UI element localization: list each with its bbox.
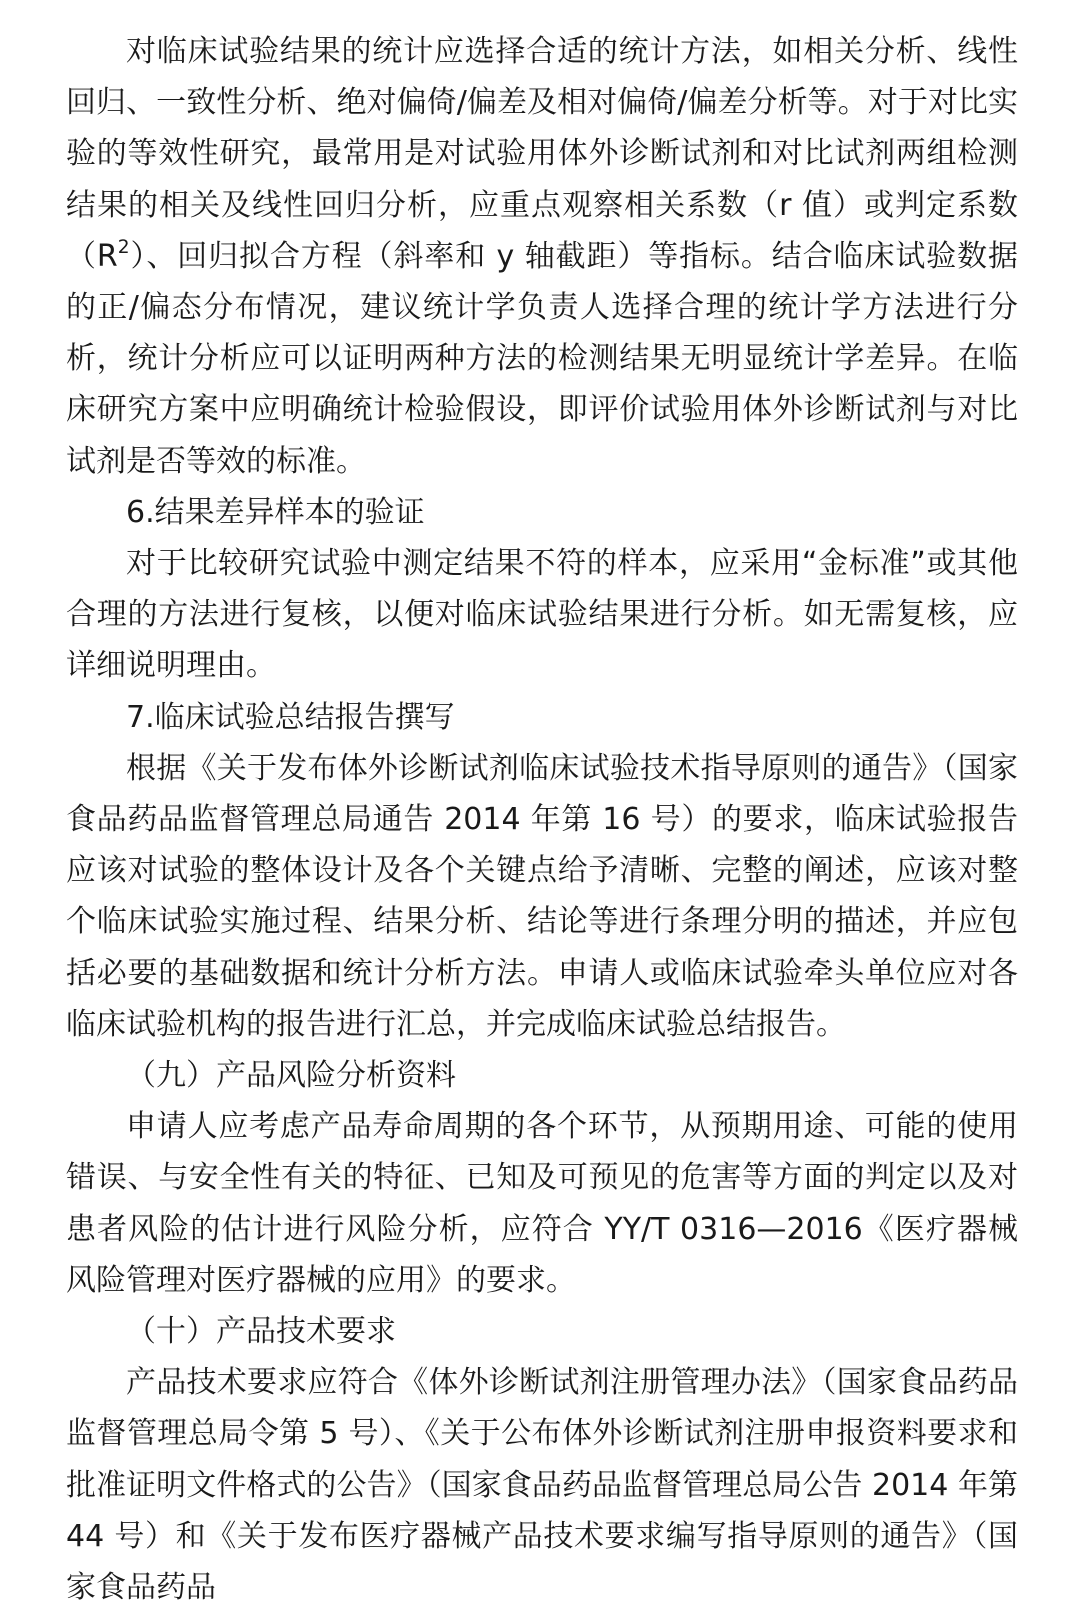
section-9-paragraph: 申请人应考虑产品寿命周期的各个环节，从预期用途、可能的使用错误、与安全性有关的特征、已知及可预见的危害等方面的判定以及对患者风险的估计进行风险分析，应符合 YY/T 0316—2016《医疗器械 风险管理对医疗器械的应用》的要求。: [66, 1109, 1018, 1298]
section-10-paragraph: 产品技术要求应符合《体外诊断试剂注册管理办法》（国家食品药品监督管理总局令第 5 号）、《关于公布体外诊断试剂注册申报资料要求和批准证明文件格式的公告》（国家食品药品监督管理总局公告 2014 年第44 号）和《关于发布医疗器械产品技术要求编写指导原则的通告》（国家食品药品: [66, 1365, 1018, 1606]
section-7-paragraph: 根据《关于发布体外诊断试剂临床试验技术指导原则的通告》（国家食品药品监督管理总局通告 2014 年第 16 号）的要求，临床试验报告应该对试验的整体设计及各个关键点给予清晰、完整的阐述，应该对整个临床试验实施过程、结果分析、结论等进行条理分明的描述，并应包括必要的基础数据和统计分析方法。申请人或临床试验牵头单位应对各临床试验机构的报告进行汇总，并完成临床试验总结报告。: [66, 750, 1018, 1042]
section-7-heading: 7.临床试验总结报告撰写: [126, 699, 455, 735]
statistics-text-part-1: 对临床试验结果的统计应选择合适的统计方法，如相关分析、线性回归、一致性分析、绝对偏倚/偏差及相对偏倚/偏差分析等。对于对比实验的等效性研究，最常用是对试验用体外诊断试剂和对比试剂两组检测结果的相关及线性回归分析，应重点观察相关系数（r 值）或判定系数（R: [66, 34, 1018, 274]
section-10-heading: （十）产品技术要求: [126, 1314, 396, 1350]
document-page: [66, 26, 1018, 1613]
r-squared-superscript: 2: [117, 236, 130, 258]
statistics-paragraph: [66, 26, 1018, 487]
statistics-text-part-2: ）、回归拟合方程（斜率和 y 轴截距）等指标。结合临床试验数据的正/偏态分布情况，建议统计学负责人选择合理的统计学方法进行分析，统计分析应可以证明两种方法的检测结果无明显统计学差异。在临床研究方案中应明确统计检验假设，即评价试验用体外诊断试剂与对比试剂是否等效的标准。: [66, 238, 1018, 479]
section-6-heading: 6.结果差异样本的验证: [126, 494, 425, 530]
section-9-heading: （九）产品风险分析资料: [126, 1058, 456, 1094]
section-6-paragraph: 对于比较研究试验中测定结果不符的样本，应采用“金标准”或其他合理的方法进行复核，以便对临床试验结果进行分析。如无需复核，应详细说明理由。: [66, 546, 1018, 684]
